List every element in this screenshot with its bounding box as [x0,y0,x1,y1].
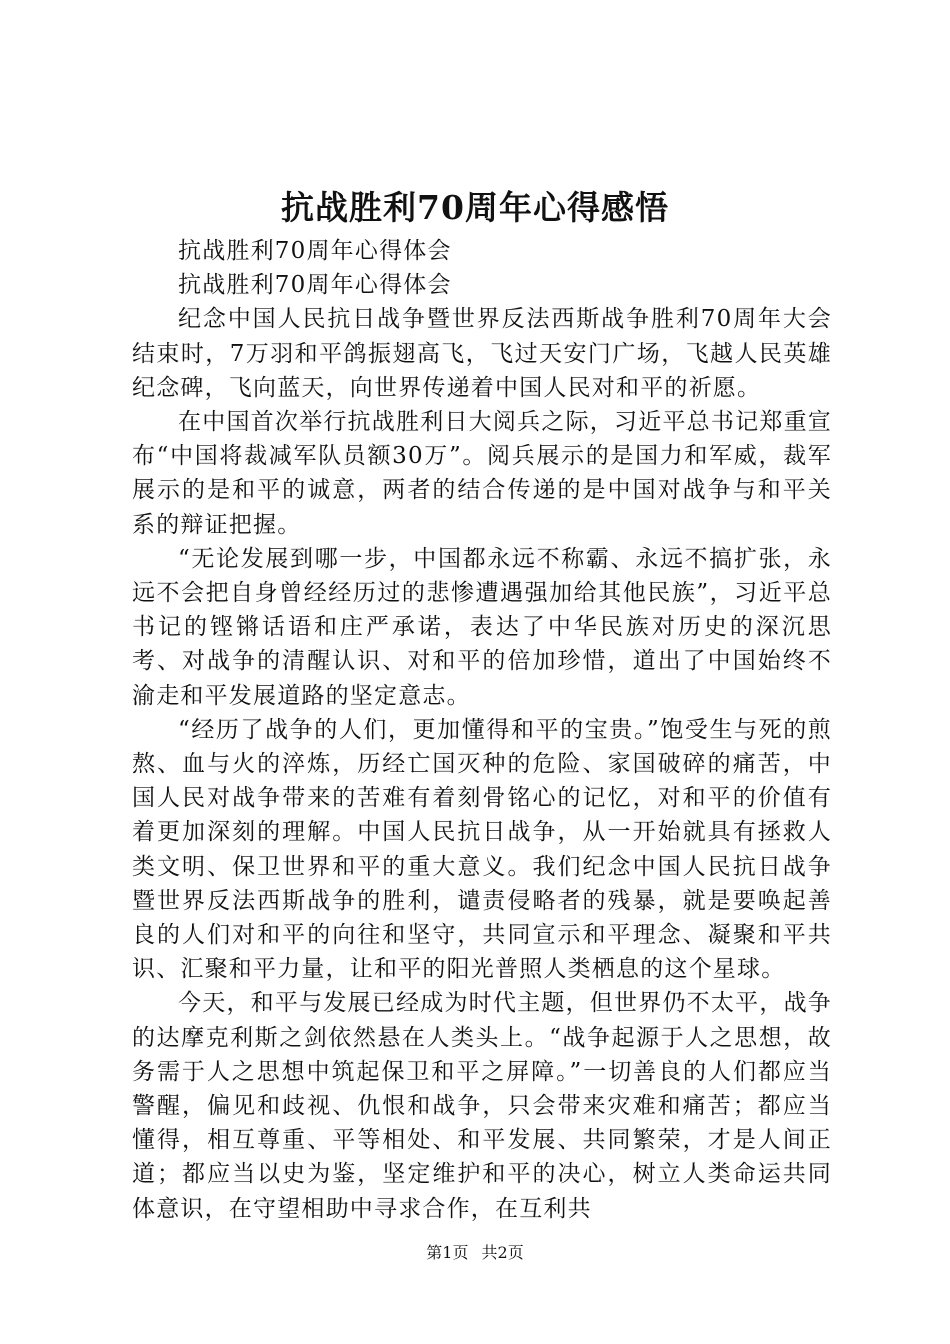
document-body [132,234,832,1226]
paragraph: “经历了战争的人们，更加懂得和平的宝贵。”饱受生与死的煎熬、血与火的淬炼，历经亡国灭种的危险、家国破碎的痛苦，中国人民对战争带来的苦难有着刻骨铭心的记忆，对和平的价值有着更加深刻的理解。中国人民抗日战争，从一开始就具有拯救人类文明、保卫世界和平的重大意义。我们纪念中国人民抗日战争暨世界反法西斯战争的胜利，谴责侵略者的残暴，就是要唤起善良的人们对和平的向往和坚守，共同宣示和平理念、凝聚和平共识、汇聚和平力量，让和平的阳光普照人类栖息的这个星球。 [132,716,832,983]
paragraph: 今天，和平与发展已经成为时代主题，但世界仍不太平，战争的达摩克利斯之剑依然悬在人类头上。“战争起源于人之思想，故务需于人之思想中筑起保卫和平之屏障。”一切善良的人们都应当警醒，偏见和歧视、仇恨和战争，只会带来灾难和痛苦；都应当懂得，相互尊重、平等相处、和平发展、共同繁荣，才是人间正道；都应当以史为鉴，坚定维护和平的决心，树立人类命运共同体意识，在守望相助中寻求合作，在互利共 [132,990,832,1222]
page-number: 第1页 [426,1243,469,1262]
paragraph: “无论发展到哪一步，中国都永远不称霸、永远不搞扩张，永远不会把自身曾经经历过的悲惨遭遇强加给其他民族”，习近平总书记的铿锵话语和庄严承诺，表达了中华民族对历史的深沉思考、对战争的清醒认识、对和平的倍加珍惜，道出了中国始终不渝走和平发展道路的坚定意志。 [132,545,832,709]
paragraph: 抗战胜利70周年心得体会 [178,272,452,299]
page-footer [0,1243,950,1263]
paragraph: 在中国首次举行抗战胜利日大阅兵之际，习近平总书记郑重宣布“中国将裁减军队员额30万”。阅兵展示的是国力和军威，裁军展示的是和平的诚意，两者的结合传递的是中国对战争与和平关系的辩证把握。 [132,409,832,538]
page-total: 共2页 [481,1243,524,1262]
paragraph: 抗战胜利70周年心得体会 [178,238,452,264]
document-title: 抗战胜利70周年心得感悟 [281,188,669,227]
paragraph: 纪念中国人民抗日战争暨世界反法西斯战争胜利70周年大会结束时，7万羽和平鸽振翅高飞，飞过天安门广场，飞越人民英雄纪念碑，飞向蓝天，向世界传递着中国人民对和平的祈愿。 [132,306,832,401]
